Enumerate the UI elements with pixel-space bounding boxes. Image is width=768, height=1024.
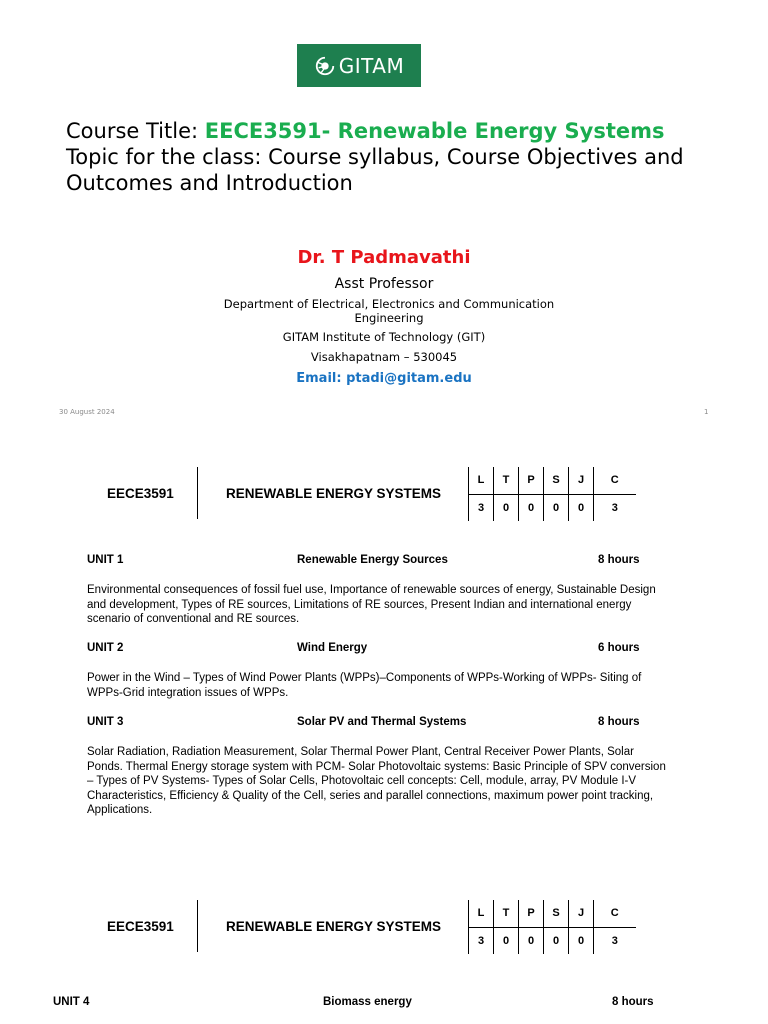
unit-3 — [87, 716, 667, 818]
unit-2-content: Power in the Wind – Types of Wind Power Plants (WPPs)–Components of WPPs-Working of WPPs- Siting of WPPs-Grid integration issues of WPPs. — [87, 672, 642, 699]
credit-header-t: T — [494, 900, 519, 927]
unit-3-header — [87, 716, 667, 732]
footer-page-number: 1 — [704, 408, 709, 416]
credit-header-s: S — [544, 900, 569, 927]
unit-2-header — [87, 642, 667, 658]
unit-1-hours: 8 hours — [598, 554, 640, 566]
course-title: RENEWABLE ENERGY SYSTEMS — [226, 486, 442, 501]
gitam-emblem-icon — [314, 55, 336, 77]
credit-header-p: P — [519, 900, 544, 927]
course-code-title: EECE3591- Renewable Energy Systems — [204, 119, 665, 143]
unit-3-hours: 8 hours — [598, 716, 640, 728]
credit-value-t: 0 — [494, 494, 519, 521]
unit-1-header — [87, 554, 667, 570]
author-department: Department of Electrical, Electronics and Communication Engineering — [223, 297, 555, 325]
credit-value-p: 0 — [519, 927, 544, 954]
header-divider — [197, 900, 198, 952]
credit-header-p: P — [519, 467, 544, 494]
credit-grid — [468, 467, 636, 521]
credit-header-row — [469, 467, 636, 494]
unit-4-header — [53, 996, 673, 1012]
credit-header-row — [469, 900, 636, 927]
credit-value-c: 3 — [594, 494, 636, 521]
unit-1 — [87, 554, 667, 627]
credit-value-row — [469, 494, 636, 521]
unit-3-number: UNIT 3 — [87, 716, 124, 728]
unit-4-title: Biomass energy — [323, 996, 412, 1008]
topic-line: Topic for the class: Course syllabus, Course Objectives and Outcomes and Introduction — [66, 145, 684, 195]
unit-4 — [53, 996, 673, 1012]
unit-1-number: UNIT 1 — [87, 554, 124, 566]
course-header — [0, 467, 768, 525]
course-code: EECE3591 — [107, 486, 174, 501]
course-title: RENEWABLE ENERGY SYSTEMS — [226, 919, 442, 934]
credit-header-j: J — [569, 467, 594, 494]
course-header-continued — [0, 900, 768, 958]
credit-grid — [468, 900, 636, 954]
logo-text: GITAM — [338, 53, 405, 78]
header-divider — [197, 467, 198, 519]
unit-2-hours: 6 hours — [598, 642, 640, 654]
unit-3-content: Solar Radiation, Radiation Measurement, Solar Thermal Power Plant, Central Receiver Power Plants, Solar Ponds. Thermal Energy storage system with PCM- Solar Photovoltaic systems: Basic Principle of SPV conversion – Types of PV Systems- Types of Solar Cells, Photovoltaic cell concepts: Cell, module, array, PV Module I-V Characteristics, Efficiency & Quality of the Cell, series and parallel connections, maximum power point tracking, Applications. — [87, 746, 666, 816]
credit-value-c: 3 — [594, 927, 636, 954]
credit-header-t: T — [494, 467, 519, 494]
author-role: Asst Professor — [334, 276, 434, 292]
credit-header-c: C — [594, 467, 636, 494]
unit-4-hours: 8 hours — [612, 996, 654, 1008]
credit-value-row — [469, 927, 636, 954]
credit-value-t: 0 — [494, 927, 519, 954]
footer-date: 30 August 2024 — [59, 408, 115, 416]
course-title-line — [66, 118, 756, 144]
course-title-label: Course Title: — [66, 119, 205, 143]
author-email[interactable]: Email: ptadi@gitam.edu — [296, 371, 472, 386]
course-code: EECE3591 — [107, 919, 174, 934]
credit-value-s: 0 — [544, 494, 569, 521]
author-institute: GITAM Institute of Technology (GIT) — [282, 330, 486, 344]
credit-header-s: S — [544, 467, 569, 494]
unit-2 — [87, 642, 667, 700]
author-city: Visakhapatnam – 530045 — [310, 350, 458, 364]
title-block — [66, 118, 756, 196]
credit-value-j: 0 — [569, 494, 594, 521]
gitam-logo — [297, 44, 421, 87]
credit-value-s: 0 — [544, 927, 569, 954]
credit-header-l: L — [469, 900, 494, 927]
credit-value-p: 0 — [519, 494, 544, 521]
credit-header-j: J — [569, 900, 594, 927]
credit-header-l: L — [469, 467, 494, 494]
unit-2-number: UNIT 2 — [87, 642, 124, 654]
credit-value-l: 3 — [469, 494, 494, 521]
unit-2-title: Wind Energy — [297, 642, 368, 654]
credit-value-j: 0 — [569, 927, 594, 954]
unit-4-number: UNIT 4 — [53, 996, 90, 1008]
unit-3-title: Solar PV and Thermal Systems — [297, 716, 467, 728]
unit-1-title: Renewable Energy Sources — [297, 554, 448, 566]
title-slide — [0, 0, 768, 430]
unit-1-content: Environmental consequences of fossil fuel use, Importance of renewable sources of energy, Sustainable Design and development, Types of RE sources, Limitations of RE sources, Present Indian and international energy scenario of conventional and RE sources. — [87, 584, 656, 625]
credit-value-l: 3 — [469, 927, 494, 954]
credit-header-c: C — [594, 900, 636, 927]
author-name: Dr. T Padmavathi — [297, 247, 471, 268]
